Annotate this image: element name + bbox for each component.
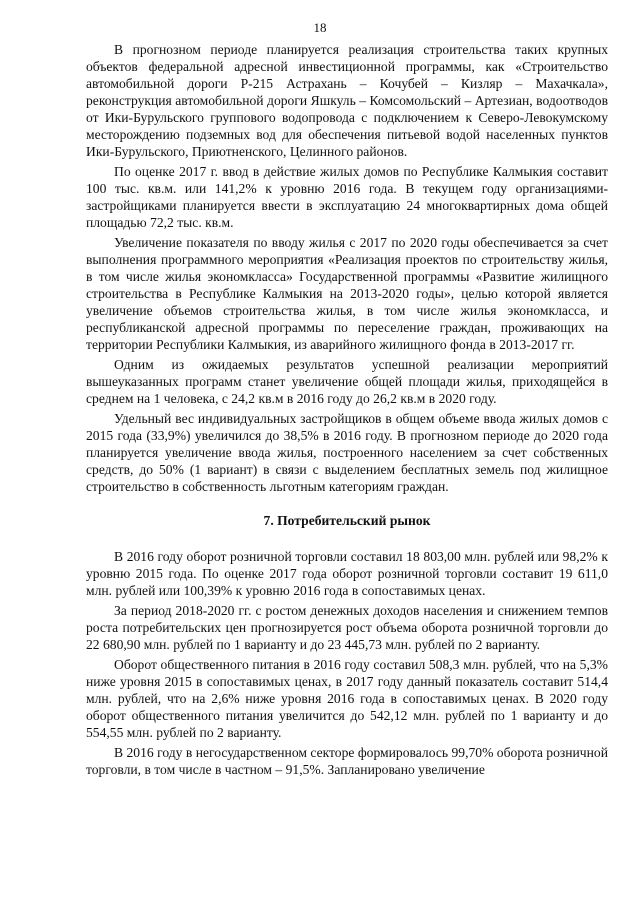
paragraph-housing-area: Одним из ожидаемых результатов успешной реализации мероприятий вышеуказанных программ станет увеличение общей площади жилья, приходящейся в среднем на 1 человека, с 24,2 кв.м в 2016 году до 26,2 кв.м в 2020 году. <box>86 357 608 406</box>
page-body <box>86 41 608 781</box>
paragraph-housing-program: Увеличение показателя по вводу жилья с 2017 по 2020 годы обеспечивается за счет выполнения программного мероприятия «Реализация проектов по строительству жилья, в том числе жилья экономкласса» Государственной программы «Развитие жилищного строительства в Республике Калмыкия на 2013-2020 годы», целью которой является увеличение объемов строительства жилья, в том числе жилья экономкласса, и республиканской адресной программы по переселение граждан, проживающих на территории Республики Калмыкия, из аварийного жилищного фонда в 2013-2017 гг. <box>86 235 608 352</box>
paragraph-non-state-sector: В 2016 году в негосударственном секторе формировалось 99,70% оборота розничной торговли, в том числе в частном – 91,5%. Запланировано увеличение <box>86 745 608 777</box>
paragraph-retail-forecast: За период 2018-2020 гг. с ростом денежных доходов населения и снижением темпов роста потребительских цен прогнозируется рост объема оборота розничной торговли до 22 680,90 млн. рублей по 1 варианту и до 23 445,73 млн. рублей по 2 варианту. <box>86 603 608 652</box>
section-heading: 7. Потребительский рынок <box>263 513 431 528</box>
paragraph-individual-builders: Удельный вес индивидуальных застройщиков в общем объеме ввода жилых домов с 2015 года (33,9%) увеличился до 38,5% в 2016 году. В прогнозном периоде до 2020 года планируется увеличение ввода жилья, построенного населением за счет собственных средств, до 50% (1 вариант) в связи с выделением бесплатных земель под жилищное строительство в собственность льготным категориям граждан. <box>86 411 608 494</box>
paragraph-catering-turnover: Оборот общественного питания в 2016 году составил 508,3 млн. рублей, что на 5,3% ниже уровня 2015 в сопоставимых ценах, в 2017 году данный показатель составит 514,4 млн. рублей, что на 2,6% ниже уровня 2016 года в сопоставимых ценах. В 2020 году оборот общественного питания увеличится до 542,12 млн. рублей по 1 варианту и до 554,55 млн. рублей по 2 варианту. <box>86 657 608 740</box>
paragraph-housing-2017: По оценке 2017 г. ввод в действие жилых домов по Республике Калмыкия составит 100 тыс. кв.м. или 141,2% к уровню 2016 года. В текущем году организациями-застройщиками планируется ввести в эксплуатацию 24 многоквартирных дома общей площадью 72,2 тыс. кв.м. <box>86 164 608 230</box>
paragraph-retail-turnover: В 2016 году оборот розничной торговли составил 18 803,00 млн. рублей или 98,2% к уровню 2015 года. По оценке 2017 года оборот розничной торговли составит 19 611,0 млн. рублей или 100,39% к уровню 2016 года в сопоставимых ценах. <box>86 549 608 598</box>
paragraph-investment-program: В прогнозном периоде планируется реализация строительства таких крупных объектов федеральной адресной инвестиционной программы, как «Строительство автомобильной дороги Р-215 Астрахань – Кочубей – Кизляр – Махачкала», реконструкция автомобильной дороги Яшкуль – Комсомольский – Артезиан, водоотводов от Ики-Бурульского группового водопровода с подключением к Северо-Левокумскому месторождению подземных вод для обеспечения питьевой водой населенных пунктов Ики-Бурульского, Приютненского, Целинного районов. <box>86 42 608 159</box>
page-number: 18 <box>313 20 327 35</box>
